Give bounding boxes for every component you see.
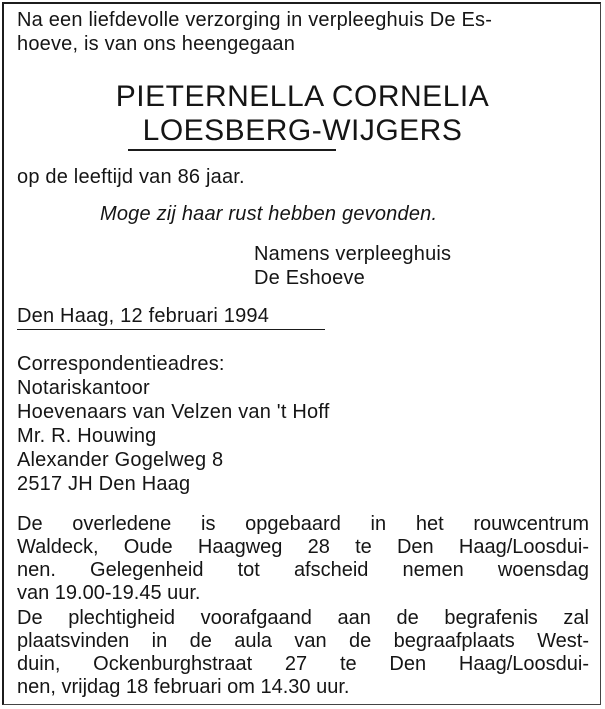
place-date-underline	[17, 329, 325, 330]
correspondence-line: Notariskantoor	[17, 377, 150, 399]
correspondence-line: Mr. R. Houwing	[17, 425, 157, 447]
correspondence-line: 2517 JH Den Haag	[17, 473, 191, 495]
intro-line-2: hoeve, is van ons heengegaan	[17, 33, 296, 55]
ceremony-text-line: duin, Ockenburghstraat 27 te Den Haag/Loosdui-	[17, 653, 589, 675]
blessing-line: Moge zij haar rust hebben gevonden.	[100, 203, 438, 225]
name-underline	[128, 149, 336, 151]
age-line: op de leeftijd van 86 jaar.	[17, 166, 245, 188]
signed-by-line-2: De Eshoeve	[254, 267, 365, 289]
deceased-surname: LOESBERG-WIJGERS	[142, 114, 463, 147]
place-date: Den Haag, 12 februari 1994	[17, 305, 270, 327]
correspondence-line: Hoevenaars van Velzen van 't Hoff	[17, 401, 330, 423]
viewing-text-line: van 19.00-19.45 uur.	[17, 582, 201, 604]
correspondence-heading: Correspondentieadres:	[17, 353, 225, 375]
ceremony-text-line: De plechtigheid voorafgaand aan de begrafenis zal	[17, 607, 589, 629]
viewing-text-line: De overledene is opgebaard in het rouwcentrum	[17, 513, 589, 535]
intro-line-1: Na een liefdevolle verzorging in verpleeghuis De Es-	[17, 9, 493, 31]
correspondence-line: Alexander Gogelweg 8	[17, 449, 224, 471]
deceased-first-names: PIETERNELLA CORNELIA	[115, 80, 490, 113]
viewing-text-line: Waldeck, Oude Haagweg 28 te Den Haag/Loosdui-	[17, 536, 589, 558]
ceremony-text-line: plaatsvinden in de aula van de begraafplaats West-	[17, 630, 589, 652]
ceremony-text-line: nen, vrijdag 18 februari om 14.30 uur.	[17, 676, 350, 698]
viewing-text-line: nen. Gelegenheid tot afscheid nemen woensdag	[17, 559, 589, 581]
signed-by-line-1: Namens verpleeghuis	[254, 243, 452, 265]
